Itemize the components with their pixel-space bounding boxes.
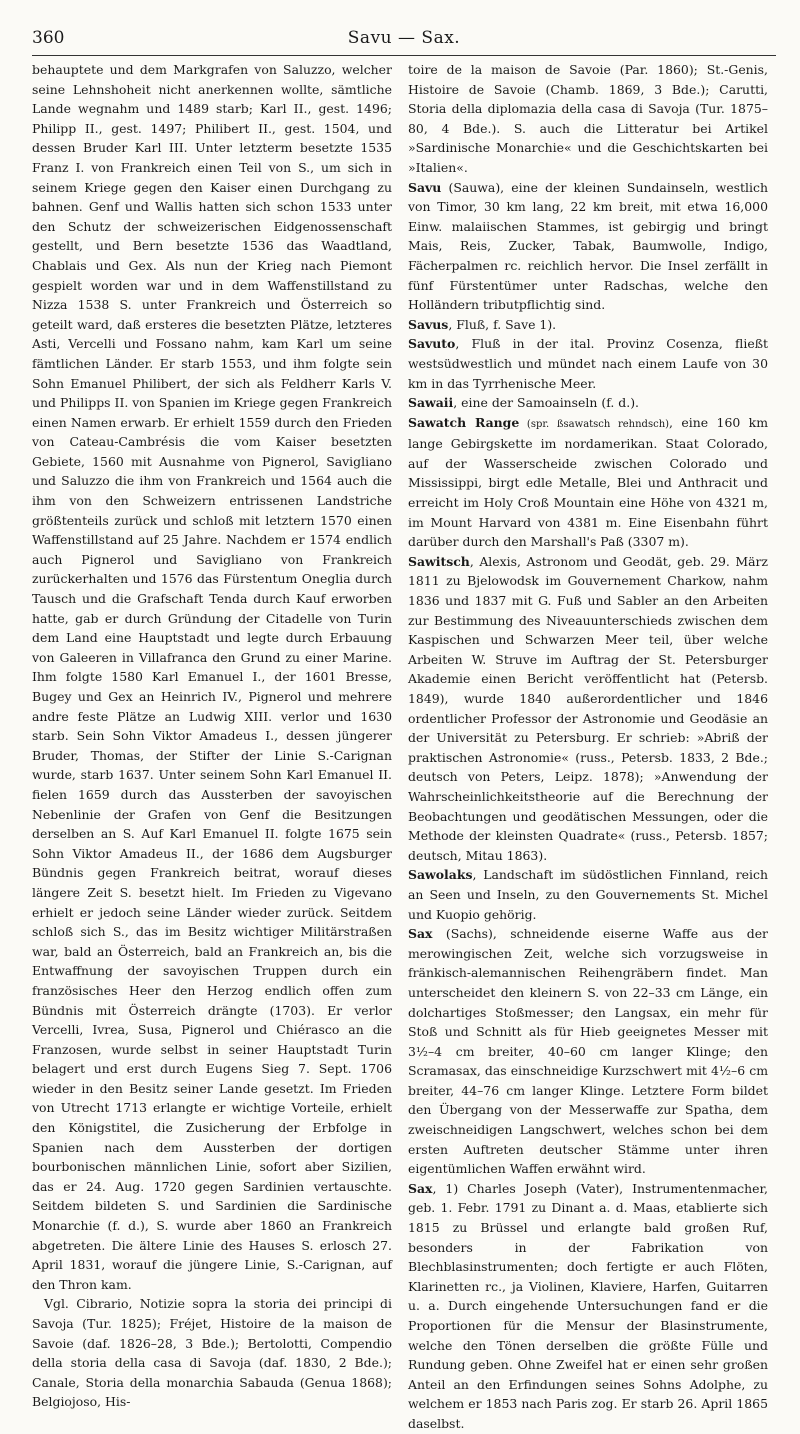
- entry-sawitsch: [408, 552, 768, 866]
- headword: Sawitsch: [408, 553, 470, 569]
- entry-savus: [408, 315, 768, 335]
- savoy-bibliography-paragraph: Vgl. Cibrario, Notizie sopra la storia dei principi di Savoja (Tur. 1825); Fréjet, Histoire de la maison de Savoie (daf. 1826–28, 3 Bde.); Bertolotti, Compendio della storia della casa di Savoja (daf. 1830, 2 Bde.); Canale, Storia della monarchia Sabauda (Genua 1868); Belgiojoso, His-: [32, 1296, 392, 1410]
- entry-savu: [408, 178, 768, 315]
- entry-sax-person: [408, 1179, 768, 1434]
- entry-text: , Landschaft im südöstlichen Finnland, reich an Seen und Inseln, zu den Gouvernements St. Michel und Kuopio gehörig.: [408, 867, 768, 922]
- entry-text: (Sachs), schneidende eiserne Waffe aus der merowingischen Zeit, welche sich vorzugsweise in fränkisch-alemannischen Reihengräbern findet. Man unterscheidet den kleinern S. von 22–33 cm Länge, ein dolchartiges Stoßmesser; den Langsax, ein mehr für Stoß und Schnitt als für Hieb geeignetes Messer mit 3½–4 cm breiter, 40–60 cm langer Klinge; den Scramasax, das einschneidige Kurzschwert mit 4½–6 cm breiter, 44–76 cm langer Klinge. Letztere Form bildet den Übergang von der Messerwaffe zur Spatha, dem zweischneidigen Langschwert, welches schon bei dem ersten Auftreten deutscher Stämme unter ihren eigentümlichen Waffen erwähnt wird.: [408, 926, 768, 1177]
- headword: Sawatch Range: [408, 414, 520, 430]
- entry-savuto: [408, 334, 768, 393]
- right-column: [408, 60, 769, 1431]
- savoy-history-paragraph: behauptete und dem Markgrafen von Saluzzo, welcher seine Lehnshoheit nicht anerkennen wollte, sämtliche Lande wegnahm und 1489 starb; Karl II., gest. 1496; Philipp II., gest. 1497; Philibert II., gest. 1504, und dessen Bruder Karl III. Unter letzterm besetzte 1535 Franz I. von Frankreich einen Teil von S., um sich in seinem Kriege gegen den Kaiser einen Durchgang zu bahnen. Genf und Wallis hatten sich schon 1533 unter den Schutz der schweizerischen Eidgenossenschaft gestellt, und Bern besetzte 1536 das Waadtland, Chablais und Gex. Als nun der Krieg nach Piemont gespielt worden war und in dem Waffenstillstand zu Nizza 1538 S. unter Frankreich und Österreich so geteilt ward, daß ersteres die besetzten Plätze, letzteres Asti, Vercelli und Fossano nahm, kam Karl um seine fämtlichen Länder. Er starb 1553, und ihm folgte sein Sohn Emanuel Philibert, der sich als Feldherr Karls V. und Philipps II. von Spanien im Kriege gegen Frankreich einen Namen erwarb. Er erhielt 1559 durch den Frieden von Cateau-Cambrésis die vom Kaiser besetzten Gebiete, 1560 mit Ausnahme von Pignerol, Savigliano und Saluzzo die ihm von Frankreich und 1564 auch die ihm von den Schweizern entrissenen Landstriche größtenteils zurück und schloß mit letztern 1570 einen Waffenstillstand auf 25 Jahre. Nachdem er 1574 endlich auch Pignerol und Savigliano von Frankreich zurückerhalten und 1576 das Fürstentum Oneglia durch Tausch und die Grafschaft Tenda durch Kauf erworben hatte, gab er durch Gründung der Citadelle von Turin dem Land eine Hauptstadt und legte durch Erbauung von Galeeren in Villafranca den Grund zu einer Marine. Ihm folgte 1580 Karl Emanuel I., der 1601 Bresse, Bugey und Gex an Heinrich IV., Pignerol und mehrere andre feste Plätze an Ludwig XIII. verlor und 1630 starb. Sein Sohn Viktor Amadeus I., dessen jüngerer Bruder, Thomas, der Stifter der Linie S.-Carignan wurde, starb 1637. Unter seinem Sohn Karl Emanuel II. fielen 1659 durch das Aussterben der savoyischen Nebenlinie der Grafen von Genf die Besitzungen derselben an S. Auf Karl Emanuel II. folgte 1675 sein Sohn Viktor Amadeus II., der 1686 dem Augsburger Bündnis gegen Frankreich beitrat, worauf dieses längere Zeit S. besetzt hielt. Im Frieden zu Vigevano erhielt er jedoch seine Länder wieder zurück. Seitdem schloß sich S., das im Besitz wichtiger Militärstraßen war, bald an Österreich, bald an Frankreich an, bis die Entwaffnung der savoyischen Truppen durch ein französisches Heer den Herzog endlich offen zum Bündnis mit Österreich drängte (1703). Er verlor Vercelli, Ivrea, Susa, Pignerol und Chiérasco an die Franzosen, wurde selbst in seiner Hauptstadt Turin belagert und erst durch Eugens Sieg 7. Sept. 1706 wieder in den Besitz seiner Lande gesetzt. Im Frieden von Utrecht 1713 erlangte er wichtige Vorteile, erhielt den Königstitel, die Zusicherung der Erbfolge in Spanien nach dem Aussterben der dortigen bourbonischen männlichen Linie, sofort aber Sizilien, das er 24. Aug. 1720 gegen Sardinien vertauschte. Seitdem bildeten S. und Sardinien die Sardinische Monarchie (f. d.), S. wurde aber 1860 an Frankreich abgetreten. Die ältere Linie des Hauses S. erlosch 27. April 1831, worauf die jüngere Linie, S.-Carignan, auf den Thron kam.: [32, 62, 392, 1292]
- headword: Savu: [408, 179, 442, 195]
- header-rule: [32, 55, 776, 56]
- page-number: 360: [32, 28, 65, 48]
- entry-sawolaks: [408, 865, 768, 924]
- entry-sax-weapon: [408, 924, 768, 1179]
- headword: Savuto: [408, 336, 456, 352]
- left-column: [32, 60, 392, 1410]
- headword: Savus: [408, 316, 449, 332]
- entry-text: , 1) Charles Joseph (Vater), Instrumentenmacher, geb. 1. Febr. 1791 zu Dinant a. d. Maas, etablierte sich 1815 zu Brüssel und erlangte bald großen Ruf, besonders in der Fabrikation von Blechblasinstrumenten; doch fertigte er auch Flöten, Klarinetten rc., ja Violinen, Klaviere, Harfen, Guitarren u. a. Durch eingehende Untersuchungen fand er die Proportionen für die Mensur der Blasinstrumente, welche den Tönen derselben die größte Fülle und Rundung geben. Ohne Zweifel hat er einen sehr großen Anteil an den Erfindungen seines Sohns Adolphe, zu welchem er 1853 nach Paris zog. Er starb 26. April 1865 daselbst.: [408, 1180, 768, 1431]
- entry-sawaii: [408, 393, 768, 413]
- pronunciation: (spr. ßsawatsch rehndsch): [519, 418, 670, 430]
- entry-sawatch-range: [408, 413, 768, 552]
- entry-text: , Fluß, f. Save 1).: [448, 316, 557, 332]
- headword: Sawaii: [408, 395, 454, 411]
- entry-text: , Alexis, Astronom und Geodät, geb. 29. März 1811 zu Bjelowodsk im Gouvernement Charkow, nahm 1836 und 1837 mit G. Fuß und Sabler an den Arbeiten zur Bestimmung des Niveauunterschieds zwischen dem Kaspischen und Schwarzen Meer teil, über welche Arbeiten W. Struve im Auftrag der St. Petersburger Akademie einen Bericht veröffentlicht hat (Petersb. 1849), wurde 1840 außerordentlicher und 1846 ordentlicher Professor der Astronomie und Geodäsie an der Universität zu Petersburg. Er schrieb: »Abriß der praktischen Astronomie« (russ., Petersb. 1833, 2 Bde.; deutsch von Peters, Leipz. 1878); »Anwendung der Wahrscheinlichkeitstheorie auf die Berechnung der Beobachtungen und geodätischen Messungen, oder die Methode der kleinsten Quadrate« (russ., Petersb. 1857; deutsch, Mitau 1863).: [408, 553, 768, 863]
- headword: Sawolaks: [408, 867, 473, 883]
- page-header: [32, 28, 776, 50]
- entry-text: , Fluß in der ital. Provinz Cosenza, fließt westsüdwestlich und mündet nach einem Laufe von 30 km in das Tyrrhenische Meer.: [408, 336, 768, 391]
- dictionary-page: [32, 28, 776, 1431]
- savoy-bibliography-continued: toire de la maison de Savoie (Par. 1860); St.-Genis, Histoire de Savoie (Chamb. 1869, 3 Bde.); Carutti, Storia della diplomazia della casa di Savoja (Tur. 1875–80, 4 Bde.). S. auch die Litteratur bei Artikel »Sardinische Monarchie« und die Geschichtskarten bei »Italien«.: [408, 62, 768, 175]
- text-columns: [32, 60, 776, 1431]
- entry-text: , eine der Samoainseln (f. d.).: [453, 395, 640, 411]
- entry-text: (Sauwa), eine der kleinen Sundainseln, westlich von Timor, 30 km lang, 22 km breit, mit etwa 16,000 Einw. malaiischen Stammes, ist gebirgig und bringt Mais, Reis, Zucker, Tabak, Baumwolle, Indigo, Fächerpalmen rc. reichlich hervor. Die Insel zerfällt in fünf Fürstentümer unter Radschas, welche den Holländern tributpflichtig sind.: [408, 179, 768, 313]
- running-head: Savu — Sax.: [347, 28, 461, 48]
- headword: Sax: [408, 1180, 433, 1196]
- entry-text: , eine 160 km lange Gebirgskette im nordamerikan. Staat Colorado, auf der Wasserscheide zwischen Colorado und Mississippi, birgt edle Metalle, Blei und Anthracit und erreicht im Holy Croß Mountain eine Höhe von 4321 m, im Mount Harvard von 4381 m. Eine Eisenbahn führt darüber durch den Marshall's Paß (3307 m).: [408, 414, 769, 550]
- headword: Sax: [408, 926, 433, 942]
